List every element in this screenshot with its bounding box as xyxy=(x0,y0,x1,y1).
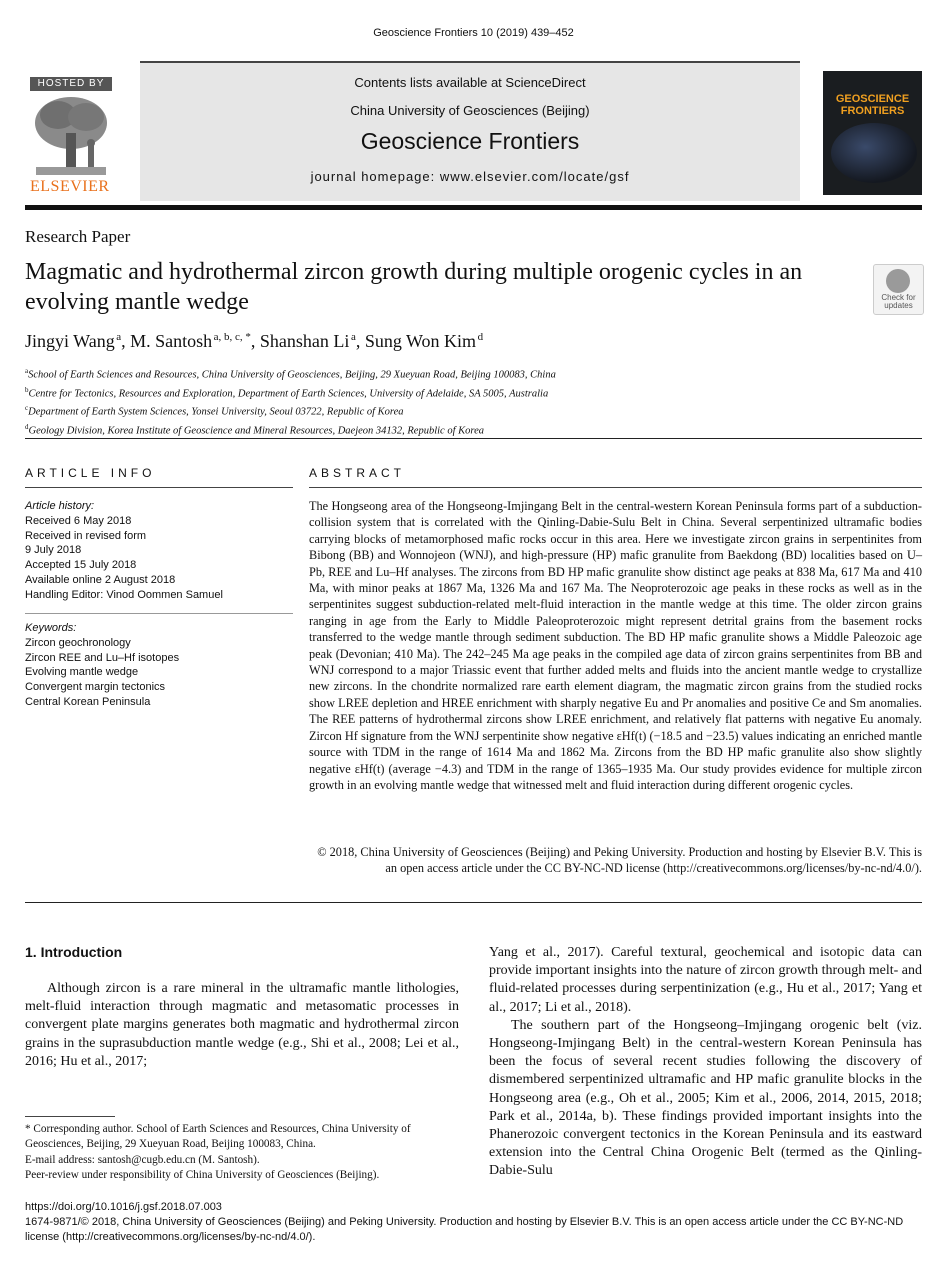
hosted-by-label: HOSTED BY xyxy=(30,77,112,91)
journal-reference: Geoscience Frontiers 10 (2019) 439–452 xyxy=(373,27,574,39)
check-for-updates-button[interactable] xyxy=(873,264,924,315)
doi-link[interactable]: https://doi.org/10.1016/j.gsf.2018.07.003 xyxy=(25,1201,222,1213)
contents-line: Contents lists available at ScienceDirect xyxy=(354,75,586,90)
email-note[interactable]: E-mail address: santosh@cugb.edu.cn (M. Santosh). xyxy=(25,1153,260,1166)
bookmark-icon xyxy=(886,269,910,293)
keyword: Convergent margin tectonics xyxy=(25,681,166,694)
article-info-heading: ARTICLE INFO xyxy=(25,466,156,480)
elsevier-tree-logo xyxy=(30,93,112,177)
paragraph: Yang et al., 2017). Careful textural, geochemical and isotopic data can provide important insights into the nature of zircon growth through melt- and fluid-related processes during serpentinization (e.g., Hu et al., 2017; Yang et al., 2017; Li et al., 2018). xyxy=(489,945,922,1015)
footnotes xyxy=(25,1122,465,1184)
author-name[interactable]: Sung Won Kim xyxy=(364,331,477,351)
keywords xyxy=(25,621,293,710)
history-item: Handling Editor: Vinod Oommen Samuel xyxy=(25,588,223,601)
divider xyxy=(25,902,922,903)
affiliation: $^b$Centre for Tectonics, Resources and Exploration, Department of Earth Sciences, University of Adelaide, SA 5005, Australia xyxy=(25,385,549,399)
publisher-line: China University of Geosciences (Beijing) xyxy=(350,103,590,118)
intro-right-column xyxy=(489,944,922,1181)
history-item: Received in revised form xyxy=(25,529,147,542)
journal-cover xyxy=(823,71,922,195)
article-title: Magmatic and hydrothermal zircon growth during multiple orogenic cycles in an evolving mantle wedge xyxy=(25,259,803,315)
author-list: Jingyi Wang $^a$, M. Santosh $^{a, b, c, *}$, Shanshan Li $^a$, Sung Won Kim $^d$ xyxy=(25,331,484,351)
history-item: 9 July 2018 xyxy=(25,544,82,557)
peer-review-note: Peer-review under responsibility of China University of Geosciences (Beijing). xyxy=(25,1169,380,1182)
divider xyxy=(25,487,293,488)
article-type: Research Paper xyxy=(25,227,131,246)
affiliation: $^d$Geology Division, Korea Institute of Geoscience and Mineral Resources, Daejeon 34132, Republic of Korea xyxy=(25,422,484,436)
article-history xyxy=(25,499,293,603)
corresponding-author-note: * Corresponding author. School of Earth Sciences and Resources, China University of Geosciences, Beijing, 29 Xueyuan Road, Beijing 100083, China. xyxy=(25,1123,411,1151)
history-item: Accepted 15 July 2018 xyxy=(25,559,137,572)
abstract-text xyxy=(309,498,922,793)
keyword: Central Korean Peninsula xyxy=(25,695,151,708)
abstract-paragraph: The Hongseong area of the Hongseong-Imjingang Belt in the central-western Korean Peninsula forms part of a subduction-collision system that is correlated with the Qinling-Dabie-Sulu Belt in China. Several serpentinized ultramafic bodies carrying blocks of metamorphosed mafic rocks occur in this area. Here we investigate zircon grains in serpentinites from Bibong (BB) and Wonnojeon (WNJ), and high-pressure (HP) mafic granulite from Baekdong (BD) localities based on U–Pb, REE and Lu–Hf analyses. The zircons from BD HP mafic granulite show distinct age peaks at 838 Ma, 617 Ma and 410 Ma, with minor peaks at 1867 Ma, 1326 Ma and 167 Ma. The Neoproterozoic age peaks in these rocks as well as in the serpentinites suggest subduction-related melt-fluid interaction in the mantle wedge at this time. The older zircon grains ranging in age from the Early to Middle Paleoproterozoic might represent detrital grains from the basement rocks transferred to the wedge mantle through sediment subduction. The BD HP mafic granulite shows a Middle Paleozoic age peak (Devonian; 410 Ma). The 242–245 Ma age peaks in the compiled age data of zircon grains serpentinites from BB and WNJ correspond to a major Triassic event that further added melts and fluids into the ancient mantle wedge to crystallize new zircons. In the chondrite normalized rare earth element diagram, the magmatic zircon grains from the studied rocks show LREE depletion and HREE enrichment with sharply negative Eu and Pr anomalies and positive Ce and Sm anomalies. The REE patterns of hydrothermal zircons show LREE enrichment, and relatively flat patterns with negative Eu anomaly. Zircon Hf signature from the WNJ serpentinite show negative εHf(t) (−18.5 and −23.5) values indicating an enriched mantle source with TDM in the range of 1614 Ma and 1862 Ma. Zircons from the BD HP mafic granulite also show slightly negative εHf(t) (average −4.3) and TDM in the range of 1365–1935 Ma. Our study provides evidence for multiple zircon growth in an evolving mantle wedge that witnessed melt and fluid interaction during different orogenic cycles. xyxy=(309,499,922,792)
keyword: Evolving mantle wedge xyxy=(25,666,139,679)
author-sup: d xyxy=(477,331,484,343)
keyword: Zircon REE and Lu–Hf isotopes xyxy=(25,651,180,664)
journal-banner xyxy=(140,61,800,201)
divider xyxy=(25,438,922,439)
paragraph: Although zircon is a rare mineral in the ultramafic mantle lithologies, melt-fluid interaction through magmatic and metasomatic processes in convergent plate margins generates both magmatic and hydrothermal zircon grains in the suprasubduction mantle wedge (e.g., Shi et al., 2008; Lei et al., 2016; Hu et al., 2017; xyxy=(25,981,459,1069)
abstract-copyright: © 2018, China University of Geosciences (Beijing) and Peking University. Production and hosting by Elsevier B.V. This is an open access article under the CC BY-NC-ND license (http://creativecommons.org/licenses/by-nc-nd/4.0/). xyxy=(317,845,922,876)
divider xyxy=(25,613,293,614)
check-updates-label: Check for updates xyxy=(881,293,916,310)
history-item: Available online 2 August 2018 xyxy=(25,573,176,586)
cover-title: GEOSCIENCE FRONTIERS xyxy=(835,93,910,117)
author-sup: a xyxy=(350,331,356,343)
keywords-label: Keywords: xyxy=(25,622,77,634)
author-name[interactable]: Shanshan Li xyxy=(259,331,350,351)
affiliations xyxy=(25,364,825,438)
author-name[interactable]: Jingyi Wang xyxy=(25,331,115,351)
cover-image xyxy=(831,123,917,183)
section-heading: 1. Introduction xyxy=(25,944,123,960)
intro-left-column xyxy=(25,980,459,1071)
history-item: Received 6 May 2018 xyxy=(25,514,132,527)
license-line: 1674-9871/© 2018, China University of Geosciences (Beijing) and Peking University. Production and hosting by Elsevier B.V. This is an open access article under the CC BY-NC-ND license (http://creativecommons.org/licenses/by-nc-nd/4.0/). xyxy=(25,1216,904,1244)
homepage-link[interactable]: journal homepage: www.elsevier.com/locate/gsf xyxy=(310,169,630,184)
affiliation: $^a$School of Earth Sciences and Resources, China University of Geosciences, Beijing, 29 Xueyuan Road, Beijing 100083, China xyxy=(25,367,556,381)
author-sup: a, b, c, * xyxy=(213,331,251,343)
affiliation: $^c$Department of Earth System Sciences, Yonsei University, Seoul 03722, Republic of Korea xyxy=(25,404,404,418)
history-label: Article history: xyxy=(25,500,95,512)
elsevier-logo-text: ELSEVIER xyxy=(30,178,110,195)
paragraph: The southern part of the Hongseong–Imjingang orogenic belt (viz. Hongseong-Imjingang Belt) in the central-western Korean Peninsula has been the focus of several recent studies following the discovery of dismembered serpentinized ultramafic and HP mafic granulite blocks in the Hongseong area (e.g., Oh et al., 2005; Kim et al., 2006, 2014, 2015, 2018; Park et al., 2014a, b). These findings provided important insights into the Phanerozoic convergent tectonics in the Korean Peninsula and its eastward extension into the Central China Orogenic Belt (termed as the Qinling-Dabie-Sulu xyxy=(489,1017,922,1179)
footnote-divider xyxy=(25,1116,115,1117)
divider xyxy=(309,487,922,488)
author-name[interactable]: M. Santosh xyxy=(130,331,213,351)
keyword: Zircon geochronology xyxy=(25,636,131,649)
abstract-heading: ABSTRACT xyxy=(309,466,406,480)
journal-name: Geoscience Frontiers xyxy=(360,128,580,154)
page-footer xyxy=(25,1200,922,1246)
author-sup: a xyxy=(116,331,122,343)
header-divider xyxy=(25,205,922,210)
